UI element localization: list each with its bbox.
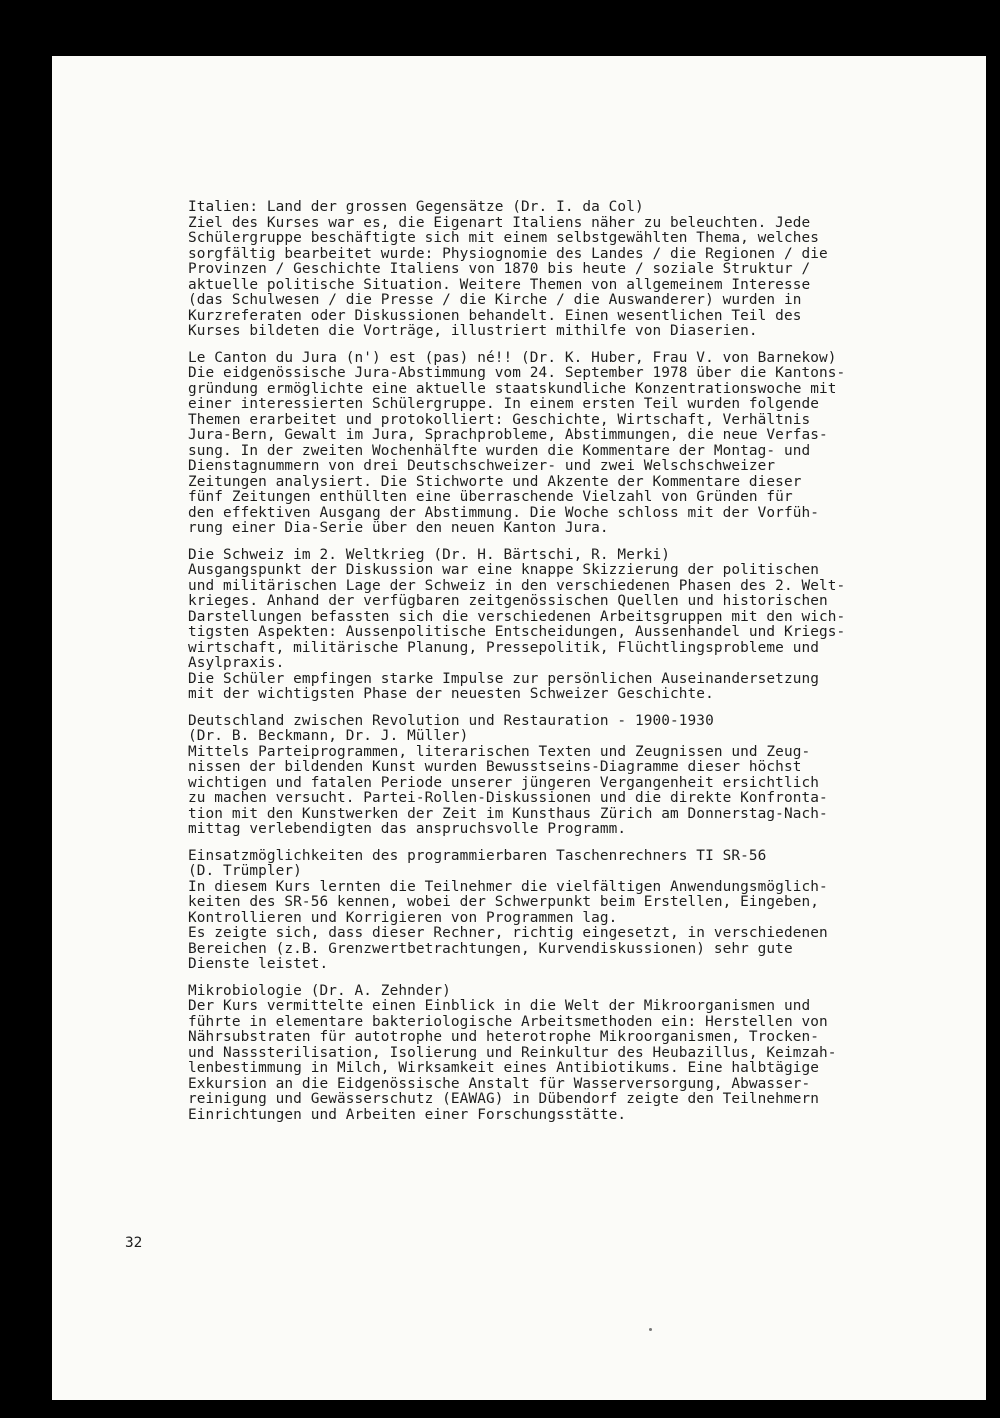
text-line: lenbestimmung in Milch, Wirksamkeit eines Antibiotikums. Eine halbtägige [188,1060,819,1076]
text-line: Einrichtungen und Arbeiten einer Forschungsstätte. [188,1106,627,1123]
text-line: fünf Zeitungen enthüllten eine überraschende Vielzahl von Gründen für [188,489,793,505]
text-line: und Nasssterilisation, Isolierung und Reinkultur des Heubazillus, Keimzah- [188,1044,837,1061]
text-line: Es zeigte sich, dass dieser Rechner, richtig eingesetzt, in verschiedenen [188,925,828,941]
text-line: Darstellungen befassten sich die verschiedenen Arbeitsgruppen mit den wich- [188,608,846,625]
section-weltkrieg [188,548,908,703]
section-heading: Le Canton du Jura (n') est (pas) né!! (Dr. K. Huber, Frau V. von Barnekow) [188,349,837,366]
section-heading: Einsatzmöglichkeiten des programmierbaren Taschenrechners TI SR-56 [188,847,767,864]
text-line: Asylpraxis. [188,655,285,671]
text-line: Provinzen / Geschichte Italiens von 1870 bis heute / soziale Struktur / [188,261,811,277]
text-line: Kurses bildeten die Vorträge, illustriert mithilfe von Diaserien. [188,323,758,339]
text-line: sorgfältig bearbeitet wurde: Physiognomie des Landes / die Regionen / die [188,245,828,262]
section-jura [188,351,908,537]
text-line: Nährsubstraten für autotrophe und heterotrophe Mikroorganismen, Trocken- [188,1029,819,1045]
section-heading: Mikrobiologie (Dr. A. Zehnder) [188,982,451,999]
text-line: Dienste leistet. [188,956,329,972]
section-heading: Italien: Land der grossen Gegensätze (Dr. I. da Col) [188,199,644,215]
text-line: (das Schulwesen / die Presse / die Kirche / die Auswanderer) wurden in [188,292,802,308]
text-line: Dienstagnummern von drei Deutschschweizer- und zwei Welschschweizer [188,458,776,474]
text-line: tion mit den Kunstwerken der Zeit im Kunsthaus Zürich am Donnerstag-Nach- [188,805,828,822]
text-line: zu machen versucht. Partei-Rollen-Diskussionen und die direkte Konfronta- [188,790,828,806]
section-heading: Die Schweiz im 2. Weltkrieg (Dr. H. Bärtschi, R. Merki) [188,546,671,563]
text-line: Kontrollieren und Korrigieren von Programmen lag. [188,909,618,926]
text-line: einer interessierten Schülergruppe. In einem ersten Teil wurden folgende [188,396,819,412]
text-line: und militärischen Lage der Schweiz in den verschiedenen Phasen des 2. Welt- [188,577,846,594]
text-line: führte in elementare bakteriologische Arbeitsmethoden ein: Herstellen von [188,1013,828,1030]
text-line: Schülergruppe beschäftigte sich mit einem selbstgewählten Thema, welches [188,230,819,246]
text-line: wichtigen und fatalen Periode unserer jüngeren Vergangenheit ersichtlich [188,774,819,791]
text-line: Die eidgenössische Jura-Abstimmung vom 24. September 1978 über die Kantons- [188,365,846,381]
text-line: In diesem Kurs lernten die Teilnehmer die vielfältigen Anwendungsmöglich- [188,878,828,895]
section-mikrobiologie [188,984,908,1124]
text-line: wirtschaft, militärische Planung, Pressepolitik, Flüchtlingsprobleme und [188,639,819,656]
text-line: Der Kurs vermittelte einen Einblick in die Welt der Mikroorganismen und [188,998,811,1014]
text-line: keiten des SR-56 kennen, wobei der Schwerpunkt beim Erstellen, Eingeben, [188,894,819,910]
text-line: Bereichen (z.B. Grenzwertbetrachtungen, Kurvendiskussionen) sehr gute [188,940,793,957]
page-number: 32 [125,1235,143,1251]
text-line: Kurzreferaten oder Diskussionen behandelt. Einen wesentlichen Teil des [188,307,802,324]
section-authors: (D. Trümpler) [188,863,302,879]
text-line: Ausgangspunkt der Diskussion war eine knappe Skizzierung der politischen [188,562,819,578]
document-body [188,200,908,1134]
text-line: mit der wichtigsten Phase der neuesten Schweizer Geschichte. [188,686,714,702]
text-line: reinigung und Gewässerschutz (EAWAG) in Dübendorf zeigte den Teilnehmern [188,1091,819,1107]
text-line: Mittels Parteiprogrammen, literarischen Texten und Zeugnissen und Zeug- [188,743,811,760]
text-line: Ziel des Kurses war es, die Eigenart Italiens näher zu beleuchten. Jede [188,214,811,231]
text-line: tigsten Aspekten: Aussenpolitische Entscheidungen, Aussenhandel und Kriegs- [188,624,846,640]
section-italien [188,200,908,340]
section-taschenrechner [188,849,908,973]
text-line: Jura-Bern, Gewalt im Jura, Sprachprobleme, Abstimmungen, die neue Verfas- [188,427,828,443]
paper-speck [649,1328,652,1331]
text-line: krieges. Anhand der verfügbaren zeitgenössischen Quellen und historischen [188,593,828,609]
section-deutschland [188,714,908,838]
text-line: Themen erarbeitet und protokolliert: Geschichte, Wirtschaft, Verhältnis [188,411,811,428]
text-line: den effektiven Ausgang der Abstimmung. Die Woche schloss mit der Vorfüh- [188,504,819,521]
text-line: nissen der bildenden Kunst wurden Bewusstseins-Diagramme dieser höchst [188,759,802,775]
text-line: Exkursion an die Eidgenössische Anstalt für Wasserversorgung, Abwasser- [188,1075,811,1092]
text-line: sung. In der zweiten Wochenhälfte wurden die Kommentare der Montag- und [188,442,811,459]
text-line: Zeitungen analysiert. Die Stichworte und Akzente der Kommentare dieser [188,473,802,490]
section-authors: (Dr. B. Beckmann, Dr. J. Müller) [188,728,469,744]
text-line: rung einer Dia-Serie über den neuen Kanton Jura. [188,520,609,536]
section-heading: Deutschland zwischen Revolution und Restauration - 1900-1930 [188,712,714,729]
text-line: Die Schüler empfingen starke Impulse zur persönlichen Auseinandersetzung [188,670,819,687]
text-line: gründung ermöglichte eine aktuelle staatskundliche Konzentrationswoche mit [188,380,837,397]
text-line: aktuelle politische Situation. Weitere Themen von allgemeinem Interesse [188,276,811,293]
text-line: mittag verlebendigten das anspruchsvolle Programm. [188,821,627,837]
